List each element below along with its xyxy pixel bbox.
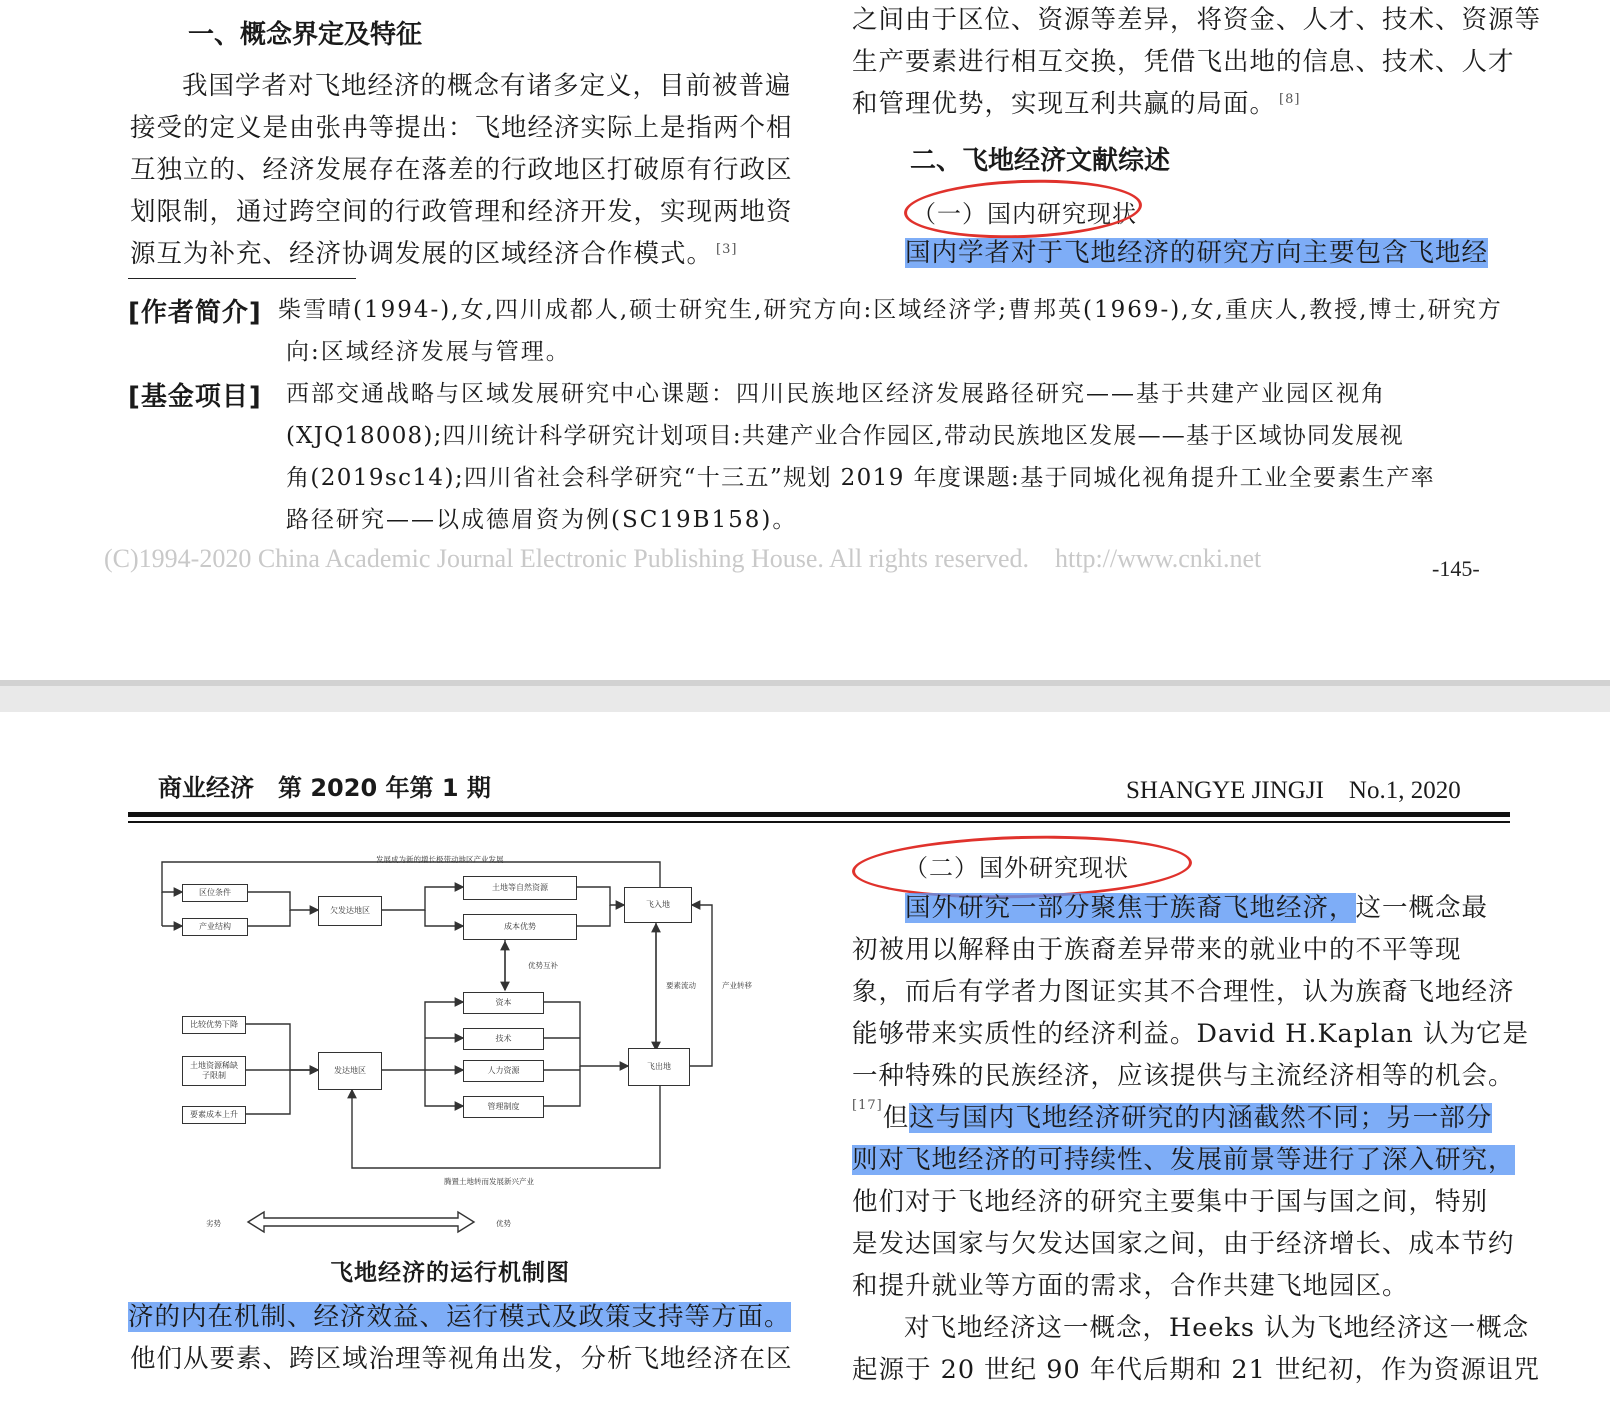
box-comparative: 比较优势下降 [182,1016,246,1034]
author-line: 向:区域经济发展与管理。 [286,339,571,365]
highlight-text: 国外研究一部分聚焦于族裔飞地经济， [905,893,1356,923]
fund-line: 角(2019sc14);四川省社会科学研究“十三五”规划 2019 年度课题:基于同城化视角提升工业全要素生产率 [286,465,1436,491]
left-body-line: 他们从要素、跨区域治理等视角出发，分析飞地经济在区 [130,1344,793,1374]
citation-ref: [8] [1279,91,1301,107]
right-body-text: 但 [882,1103,910,1133]
diagram-top-label: 发展成为新的增长极带动地区产业发展 [376,855,504,864]
highlighted-line [905,233,1488,269]
box-location: 区位条件 [182,884,248,902]
highlight-text: 这与国内飞地经济研究的内涵截然不同； [909,1103,1387,1133]
copyright-watermark: (C)1994-2020 China Academic Journal Electronic Publishing House. All rights reserved. http://www.cnki.net [104,544,1262,573]
fund-label: [基金项目] [128,382,262,412]
box-human: 人力资源 [463,1060,544,1082]
left-para-line: 我国学者对飞地经济的概念有诸多定义，目前被普遍 [182,71,792,101]
right-body-line: 和提升就业等方面的需求，合作共建飞地园区。 [852,1271,1409,1301]
author-line: 柴雪晴(1994-),女,四川成都人,硕士研究生,研究方向:区域经济学;曹邦英(1969-),女,重庆人,教授,博士,研究方 [278,297,1503,323]
fund-line: 西部交通战略与区域发展研究中心课题：四川民族地区经济发展路径研究——基于共建产业园区视角 [286,381,1386,407]
right-body-line: 初被用以解释由于族裔差异带来的就业中的不平等现 [852,935,1462,965]
label-advantage: 优势 [496,1219,511,1228]
citation-ref: [3] [716,241,738,257]
header-rule-thick [128,812,1510,817]
left-para-line-text: 源互为补充、经济协调发展的区域经济合作模式。 [130,239,714,269]
figure-caption: 飞地经济的运行机制图 [330,1260,570,1286]
left-para-line: 划限制，通过跨空间的行政管理和经济开发，实现两地资 [130,197,793,227]
highlight-text: 另一部分 [1386,1103,1493,1133]
author-label: [作者简介] [128,298,262,328]
box-management: 管理制度 [463,1096,544,1118]
fund-line: 路径研究——以成德眉资为例(SC19B158)。 [286,507,798,533]
label-industry-transfer: 产业转移 [722,981,752,990]
journal-header-left: 商业经济 第 2020 年第 1 期 [158,774,491,802]
footnote-rule [128,278,356,279]
left-para-line: 接受的定义是由张冉等提出：飞地经济实际上是指两个相 [130,113,793,143]
box-cost-advantage: 成本优势 [463,914,577,940]
journal-header-right: SHANGYE JINGJI No.1, 2020 [1126,777,1461,804]
right-body-line: 一种特殊的民族经济，应该提供与主流经济相等的机会。 [852,1061,1515,1091]
left-body-line [128,1297,791,1333]
box-fly-in: 飞入地 [624,887,692,923]
right-body-line: 起源于 20 世纪 90 年代后期和 21 世纪初，作为资源诅咒 [852,1355,1540,1385]
label-disadvantage: 劣势 [206,1219,221,1228]
right-para-line [852,84,1300,120]
right-para-line: 生产要素进行相互交换，凭借飞出地的信息、技术、人才 [852,47,1515,77]
highlight-text: 则对飞地经济的可持续性、发展前景等进行了深入研究， [852,1145,1515,1175]
right-body-line [852,1140,1515,1176]
box-capital: 资本 [463,992,544,1014]
box-developed: 发达地区 [318,1052,382,1090]
right-body-line [905,888,1488,924]
mechanism-diagram [140,840,800,1250]
box-land-limit: 土地资源稀缺 子限制 [182,1056,246,1086]
right-body-line [852,1098,1492,1134]
left-para-line [130,234,737,270]
right-body-line: 能够带来实质性的经济利益。David H.Kaplan 认为它是 [852,1019,1529,1049]
highlight-text: 济的内在机制、经济效益、运行模式及政策支持等方面。 [128,1302,791,1332]
section2-heading: 二、飞地经济文献综述 [910,146,1171,176]
box-land-resources: 土地等自然资源 [463,876,577,900]
box-industry: 产业结构 [182,918,248,936]
right-body-line: 是发达国家与欠发达国家之间，由于经济增长、成本节约 [852,1229,1515,1259]
page-break-gap [0,680,1610,712]
header-rule-thin [128,821,1510,823]
right-body-text: 这一概念最 [1355,893,1489,923]
right-para-line-text: 和管理优势，实现互利共赢的局面。 [852,89,1277,119]
citation-ref: [17] [852,1098,883,1113]
subsection2-heading: （二）国外研究现状 [904,854,1129,882]
page-number: -145- [1432,556,1480,581]
right-para-line: 之间由于区位、资源等差异，将资金、人才、技术、资源等 [852,5,1542,35]
box-technology: 技术 [463,1028,544,1050]
box-fly-out: 飞出地 [628,1048,690,1086]
right-body-line: 他们对于飞地经济的研究主要集中于国与国之间，特别 [852,1187,1489,1217]
left-para-line: 互独立的、经济发展存在落差的行政地区打破原有行政区 [130,155,793,185]
subsection1-heading: （一）国内研究现状 [912,200,1137,228]
right-body-line: 象，而后有学者力图证实其不合理性，认为族裔飞地经济 [852,977,1515,1007]
label-complement: 优势互补 [528,961,558,970]
section1-heading: 一、概念界定及特征 [188,20,423,50]
fund-line: (XJQ18008);四川统计科学研究计划项目:共建产业合作园区,带动民族地区发展——基于区域协同发展视 [286,423,1404,449]
box-underdeveloped: 欠发达地区 [318,896,382,926]
box-cost-rise: 要素成本上升 [182,1106,246,1124]
label-factor-flow: 要素流动 [666,981,696,990]
highlight-text: 国内学者对于飞地经济的研究方向主要包含飞地经 [905,238,1489,268]
right-body-line: 对飞地经济这一概念，Heeks 认为飞地经济这一概念 [904,1313,1530,1343]
diagram-bottom-label: 腾置土地转而发展新兴产业 [444,1177,534,1186]
